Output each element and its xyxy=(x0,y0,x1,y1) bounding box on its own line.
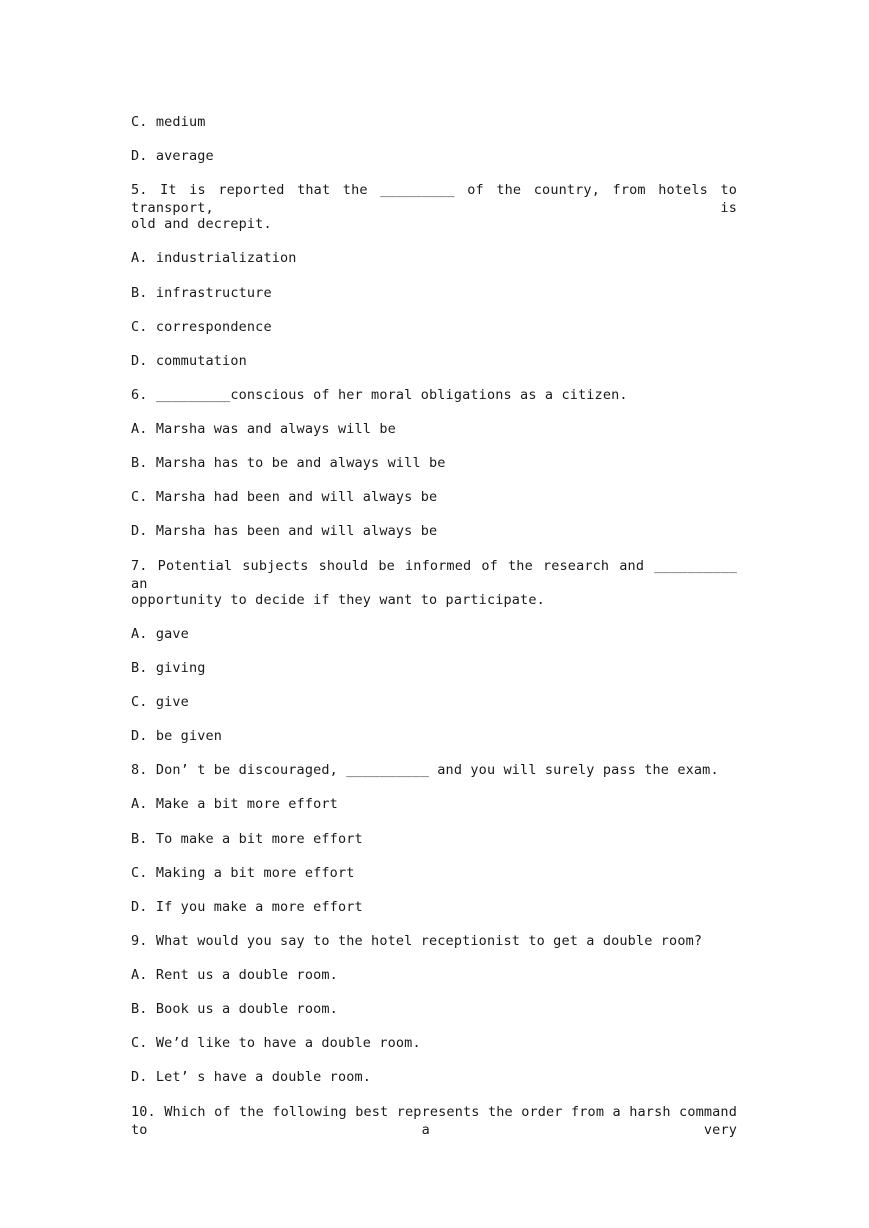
question-5-line-1: 5. It is reported that the _________ of the country, from hotels to transport, is xyxy=(131,182,737,216)
option-4d: D. average xyxy=(131,148,214,164)
option-8c: C. Making a bit more effort xyxy=(131,865,355,881)
option-5d: D. commutation xyxy=(131,353,247,369)
question-10-line-1: 10. Which of the following best represents the order from a harsh command to a very xyxy=(131,1104,737,1138)
question-9: 9. What would you say to the hotel receptionist to get a double room? xyxy=(131,933,703,949)
option-7a: A. gave xyxy=(131,626,189,642)
option-5a: A. industrialization xyxy=(131,250,297,266)
option-9c: C. We’d like to have a double room. xyxy=(131,1035,421,1051)
option-6a: A. Marsha was and always will be xyxy=(131,421,396,437)
option-5b: B. infrastructure xyxy=(131,285,272,301)
option-9b: B. Book us a double room. xyxy=(131,1001,338,1017)
question-7-line-2: opportunity to decide if they want to participate. xyxy=(131,592,545,608)
question-8: 8. Don’ t be discouraged, __________ and you will surely pass the exam. xyxy=(131,762,719,778)
option-7b: B. giving xyxy=(131,660,206,676)
option-6b: B. Marsha has to be and always will be xyxy=(131,455,446,471)
option-5c: C. correspondence xyxy=(131,319,272,335)
option-9d: D. Let’ s have a double room. xyxy=(131,1069,372,1085)
question-5-line-2: old and decrepit. xyxy=(131,216,272,232)
option-8d: D. If you make a more effort xyxy=(131,899,363,915)
option-4c: C. medium xyxy=(131,114,206,130)
option-8b: B. To make a bit more effort xyxy=(131,831,363,847)
option-8a: A. Make a bit more effort xyxy=(131,796,338,812)
option-7c: C. give xyxy=(131,694,189,710)
option-9a: A. Rent us a double room. xyxy=(131,967,338,983)
option-7d: D. be given xyxy=(131,728,223,744)
option-6c: C. Marsha had been and will always be xyxy=(131,489,438,505)
option-6d: D. Marsha has been and will always be xyxy=(131,523,438,539)
question-6: 6. _________conscious of her moral obligations as a citizen. xyxy=(131,387,628,403)
question-7-line-1: 7. Potential subjects should be informed of the research and __________ an xyxy=(131,558,737,592)
